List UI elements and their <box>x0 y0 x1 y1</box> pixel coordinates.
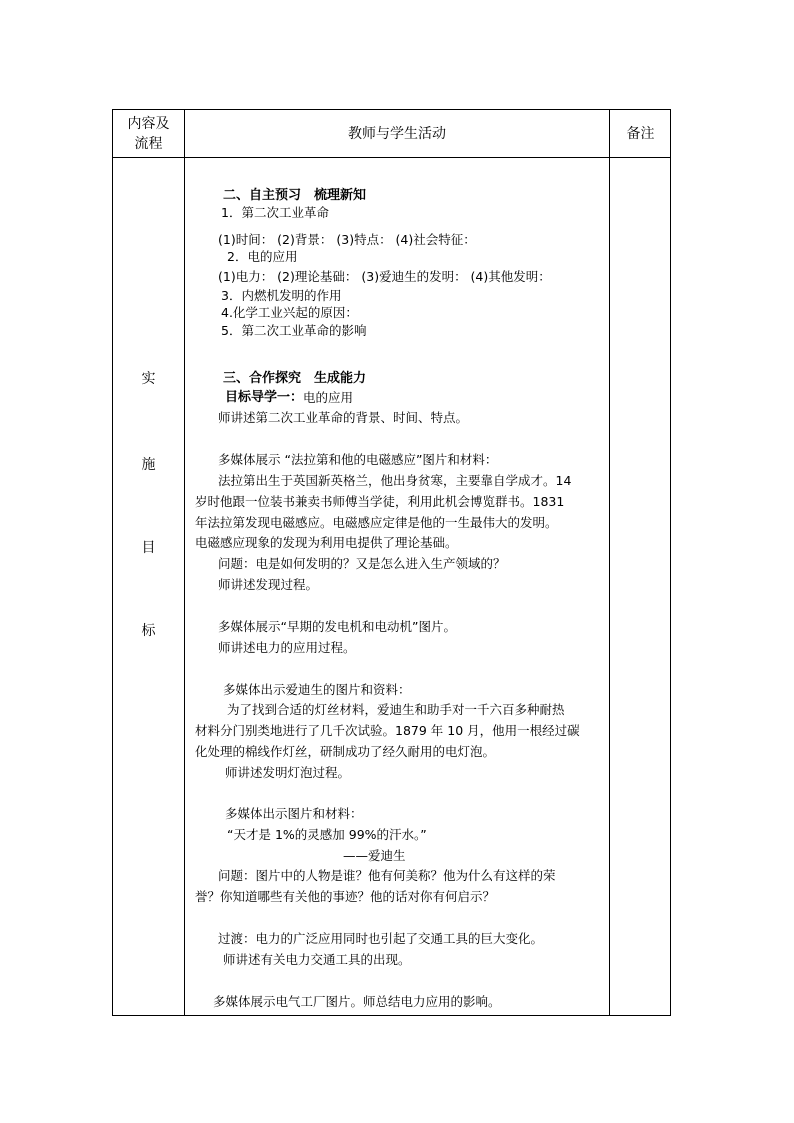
text-line: 师讲述第二次工业革命的背景、时间、特点。 <box>218 410 469 425</box>
text-line: 材料分门别类地进行了几千次试验。1879 年 10 月，他用一根经过碳 <box>195 723 580 738</box>
text-line: (1)电力： (2)理论基础： (3)爱迪生的发明： (4)其他发明： <box>218 269 551 284</box>
goal-label: 目标导学一： <box>225 390 304 405</box>
text-line: 2．电的应用 <box>227 249 298 264</box>
quote-attribution: ——爱迪生 <box>343 848 406 863</box>
text-line: 师讲述发明灯泡过程。 <box>225 765 351 780</box>
text-line: 师讲述有关电力交通工具的出现。 <box>223 952 411 967</box>
header-notes: 备注 <box>626 125 655 142</box>
text-line: 3．内燃机发明的作用 <box>221 288 342 303</box>
text-line: 多媒体出示图片和材料： <box>225 806 363 821</box>
text-line: 岁时他跟一位装书兼卖书师傅当学徒，利用此机会博览群书。1831 <box>195 494 565 509</box>
side-label-char: 标 <box>141 623 156 639</box>
lesson-table <box>112 109 671 1016</box>
text-line: 誉？你知道哪些有关他的事迹？他的话对你有何启示？ <box>195 889 496 904</box>
text-line: 多媒体出示爱迪生的图片和资料： <box>223 682 411 697</box>
text-line: 多媒体展示电气工厂图片。师总结电力应用的影响。 <box>213 994 501 1009</box>
side-label-char: 目 <box>141 540 156 556</box>
header-activities: 教师与学生活动 <box>348 125 446 142</box>
text-line: 1．第二次工业革命 <box>221 205 329 220</box>
header-content-flow: 内容及流程 <box>127 115 170 152</box>
text-line: (1)时间： (2)背景： (3)特点： (4)社会特征： <box>218 232 476 247</box>
quote-text: “天才是 1%的灵感加 99%的汗水。” <box>227 827 427 842</box>
text-line: 化处理的棉线作灯丝，研制成功了经久耐用的电灯泡。 <box>195 744 496 759</box>
column-divider <box>609 110 610 1015</box>
text-line: 师讲述发现过程。 <box>218 577 319 592</box>
column-divider <box>184 110 185 1015</box>
text-line: 4.化学工业兴起的原因： <box>221 305 358 320</box>
text-line: 多媒体展示“早期的发电机和电动机”图片。 <box>218 619 456 634</box>
text-line: 多媒体展示 “法拉第和他的电磁感应”图片和材料： <box>218 452 498 467</box>
section-heading: 二、自主预习 梳理新知 <box>223 188 367 203</box>
section-heading: 三、合作探究 生成能力 <box>223 371 367 386</box>
text-line: 过渡：电力的广泛应用同时也引起了交通工具的巨大变化。 <box>218 931 544 946</box>
side-label-char: 实 <box>141 371 156 387</box>
text-line: 问题：电是如何发明的？又是怎么进入生产领域的？ <box>218 556 506 571</box>
side-label-char: 施 <box>141 457 156 473</box>
goal-text: 电的应用 <box>303 390 354 405</box>
text-line: 法拉第出生于英国新英格兰，他出身贫寒，主要靠自学成才。14 <box>218 473 572 488</box>
text-line: 5．第二次工业革命的影响 <box>221 323 367 338</box>
text-line: 问题：图片中的人物是谁？他有何美称？他为什么有这样的荣 <box>218 868 556 883</box>
text-line: 年法拉第发现电磁感应。电磁感应定律是他的一生最伟大的发明。 <box>195 515 558 530</box>
text-line: 电磁感应现象的发现为利用电提供了理论基础。 <box>195 535 458 550</box>
text-line: 师讲述电力的应用过程。 <box>218 640 356 655</box>
text-line: 为了找到合适的灯丝材料，爱迪生和助手对一千六百多种耐热 <box>227 702 565 717</box>
